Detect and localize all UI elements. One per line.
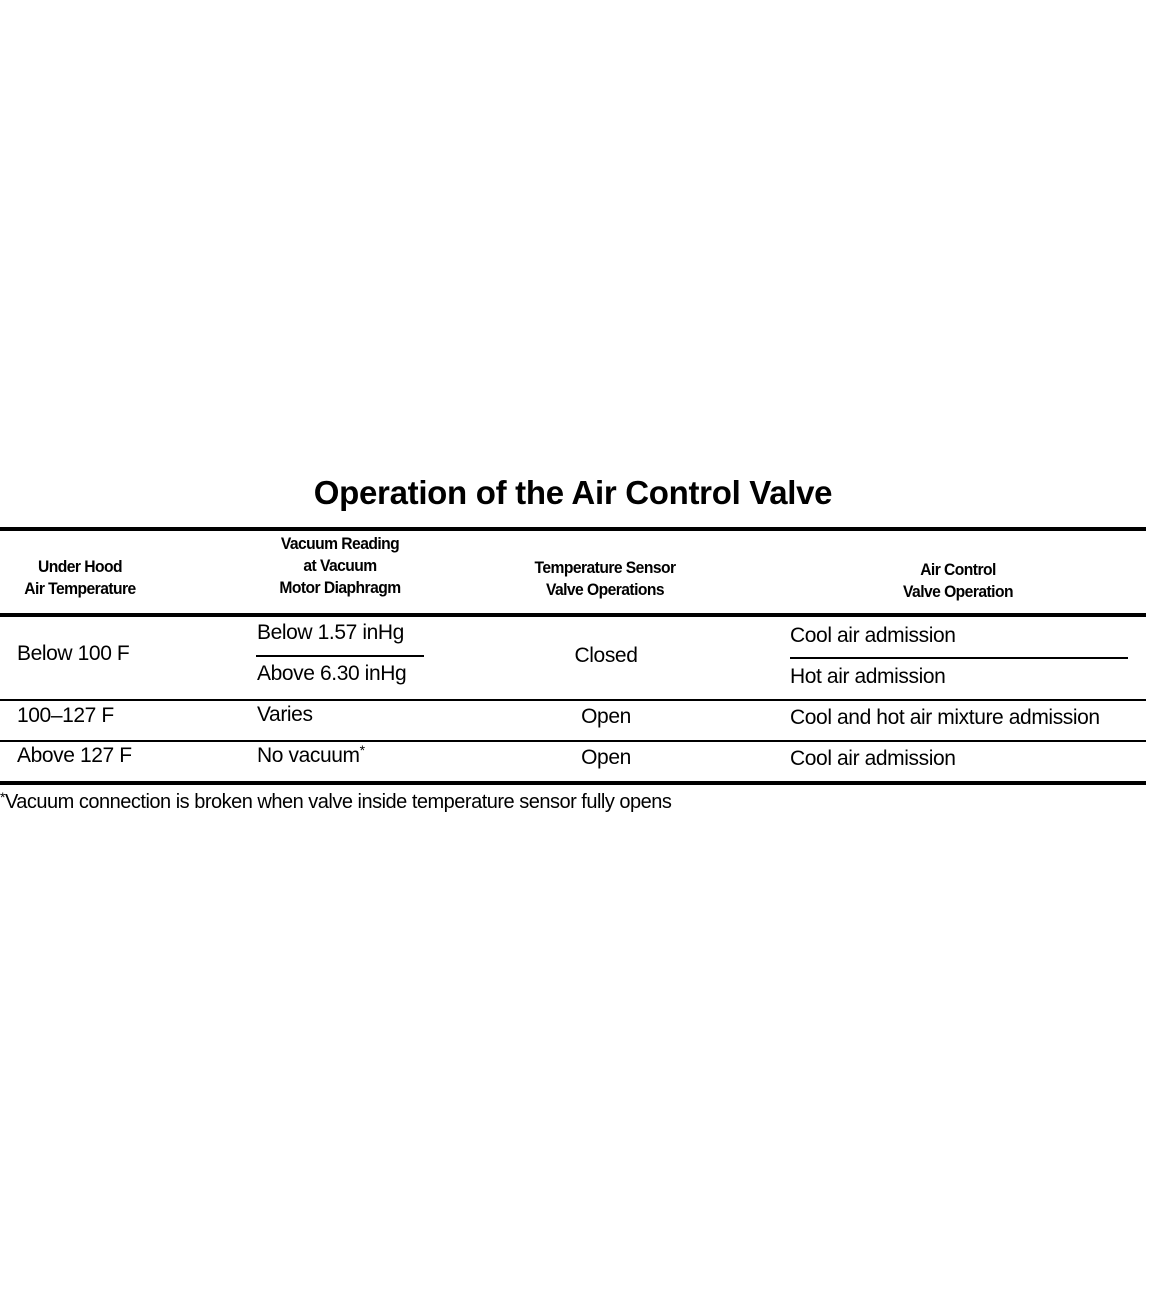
row-divider [0, 699, 1146, 701]
cell-air-control: Hot air admission [790, 665, 946, 688]
sub-divider [790, 657, 1128, 659]
cell-air-control: Cool and hot air mixture admission [790, 706, 1100, 729]
top-rule [0, 527, 1146, 531]
bottom-rule [0, 781, 1146, 785]
cell-air-control: Cool air admission [790, 624, 956, 647]
cell-air-control: Cool air admission [790, 747, 956, 770]
cell-air-temperature: Below 100 F [17, 642, 130, 665]
column-header-vacuum-reading: Vacuum Reading at Vacuum Motor Diaphragm [279, 534, 401, 597]
column-header-air-temperature: Under Hood Air Temperature [24, 557, 136, 598]
header-rule [0, 613, 1146, 617]
footnote: *Vacuum connection is broken when valve inside temperature sensor fully opens [0, 789, 672, 813]
cell-vacuum-reading: Below 1.57 inHg [257, 621, 404, 644]
cell-air-temperature: 100–127 F [17, 704, 114, 727]
cell-sensor-valve: Open [581, 705, 631, 728]
footnote-mark: * [0, 789, 5, 805]
cell-vacuum-reading: Above 6.30 inHg [257, 662, 407, 685]
footnote-mark: * [359, 742, 365, 758]
cell-air-temperature: Above 127 F [17, 744, 132, 767]
column-header-air-control: Air Control Valve Operation [903, 560, 1013, 601]
cell-sensor-valve: Closed [574, 644, 638, 667]
cell-vacuum-reading: No vacuum* [257, 742, 365, 767]
column-header-sensor-valve: Temperature Sensor Valve Operations [534, 558, 676, 599]
cell-sensor-valve: Open [581, 746, 631, 769]
cell-vacuum-reading: Varies [257, 703, 313, 726]
sub-divider [256, 655, 424, 657]
row-divider [0, 740, 1146, 742]
table-title: Operation of the Air Control Valve [313, 474, 833, 511]
